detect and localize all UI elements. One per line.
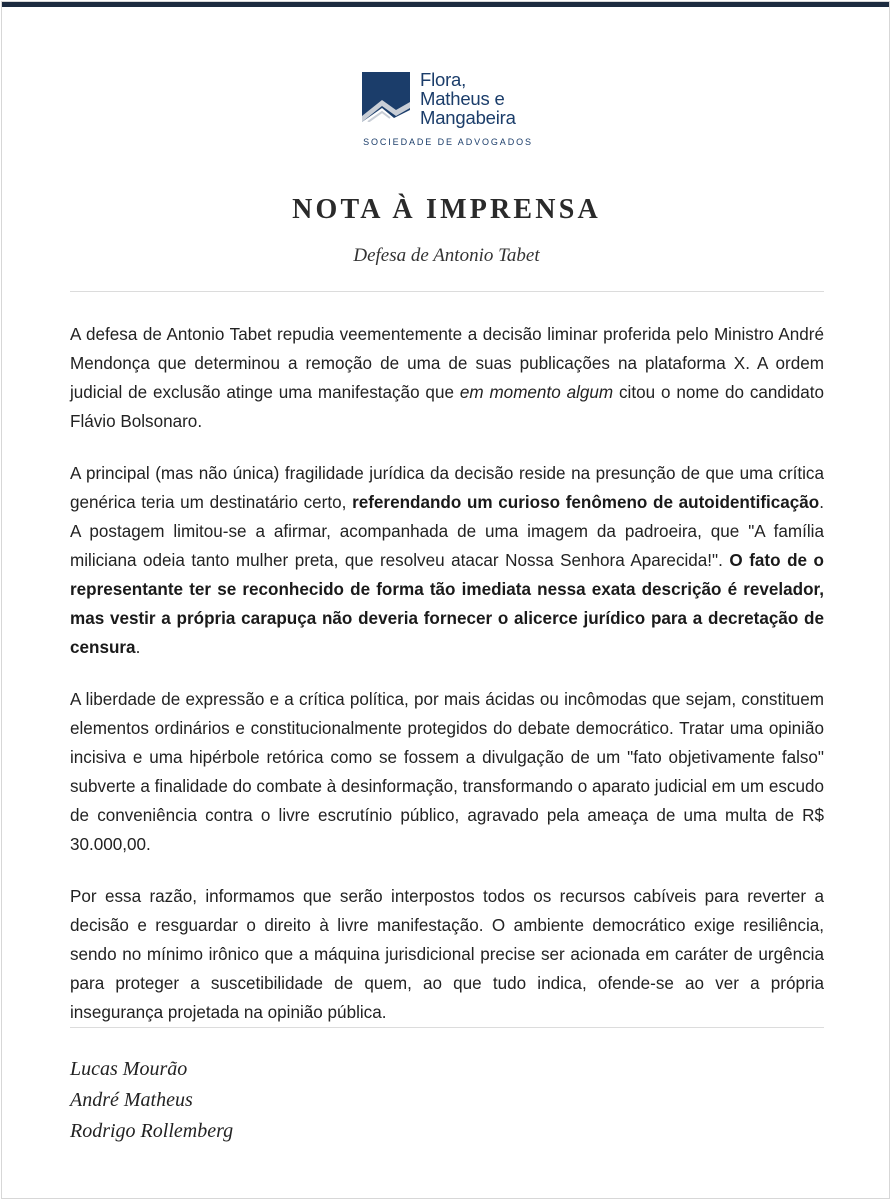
firm-name-line-2: Matheus e [420, 88, 505, 109]
paragraph-3: A liberdade de expressão e a crítica política, por mais ácidas ou incômodas que sejam, constituem elementos ordinários e constitucionalmente protegidos do debate democrático. Tratar uma opinião incisiva e uma hipérbole retórica como se fossem a divulgação de um "fato objetivamente falso" subverte a finalidade do combate à desinformação, transformando o aparato judicial em um escudo de conveniência contra o livre escrutínio público, agravado pela ameaça de uma multa de R$ 30.000,00. [70, 690, 824, 854]
top-accent-bar [2, 2, 889, 7]
divider-bottom [70, 1027, 824, 1028]
paragraph-1 [70, 320, 824, 436]
paragraph-2 [70, 459, 824, 662]
note-body [70, 320, 824, 1050]
p2-text-2: . A postagem limitou-se a afirmar, acompanhada de uma imagem da padroeira, que "A família miliciana odeia tanto mulher preta, que resolveu atacar Nossa Senhora Aparecida!". [70, 493, 824, 570]
signature-3: Rodrigo Rollemberg [70, 1120, 234, 1142]
firm-name [420, 70, 516, 127]
p2-bold-2: O fato de o representante ter se reconhecido de forma tão imediata nessa exata descrição é revelador, mas vestir a própria carapuça não deveria fornecer o alicerce jurídico para a decretação de censura [70, 551, 824, 657]
p1-emphasis: em momento algum [459, 383, 614, 402]
p1-text-2: citou o nome do candidato Flávio Bolsonaro. [70, 383, 824, 431]
firm-logo [362, 70, 542, 150]
page-title: NOTA À IMPRENSA [292, 194, 601, 225]
signatures [70, 1054, 233, 1147]
press-note-page [1, 1, 890, 1199]
mountain-logo-icon [362, 72, 410, 122]
firm-name-line-1: Flora, [420, 69, 467, 90]
p2-bold-1: referendando um curioso fenômeno de autoidentificação [352, 493, 820, 512]
divider-top [70, 291, 824, 292]
firm-subtitle: SOCIEDADE DE ADVOGADOS [363, 137, 533, 147]
paragraph-4: Por essa razão, informamos que serão interpostos todos os recursos cabíveis para reverter a decisão e resguardar o direito à livre manifestação. O ambiente democrático exige resiliência, sendo no mínimo irônico que a máquina jurisdicional precise ser acionada em caráter de urgência para proteger a suscetibilidade de quem, ao que tudo indica, ofende-se ao ver a própria insegurança projetada na opinião pública. [70, 887, 824, 1022]
firm-name-line-3: Mangabeira [420, 107, 516, 128]
page-subtitle: Defesa de Antonio Tabet [353, 245, 540, 266]
p2-text-3: . [135, 638, 141, 657]
signature-2: André Matheus [70, 1089, 193, 1111]
p1-text-1: A defesa de Antonio Tabet repudia veementemente a decisão liminar proferida pelo Ministro André Mendonça que determinou a remoção de uma de suas publicações na plataforma X. A ordem judicial de exclusão atinge uma manifestação que [70, 325, 824, 402]
p2-text-1: A principal (mas não única) fragilidade jurídica da decisão reside na presunção de que uma crítica genérica teria um destinatário certo, [70, 464, 824, 512]
signature-1: Lucas Mourão [70, 1058, 188, 1080]
